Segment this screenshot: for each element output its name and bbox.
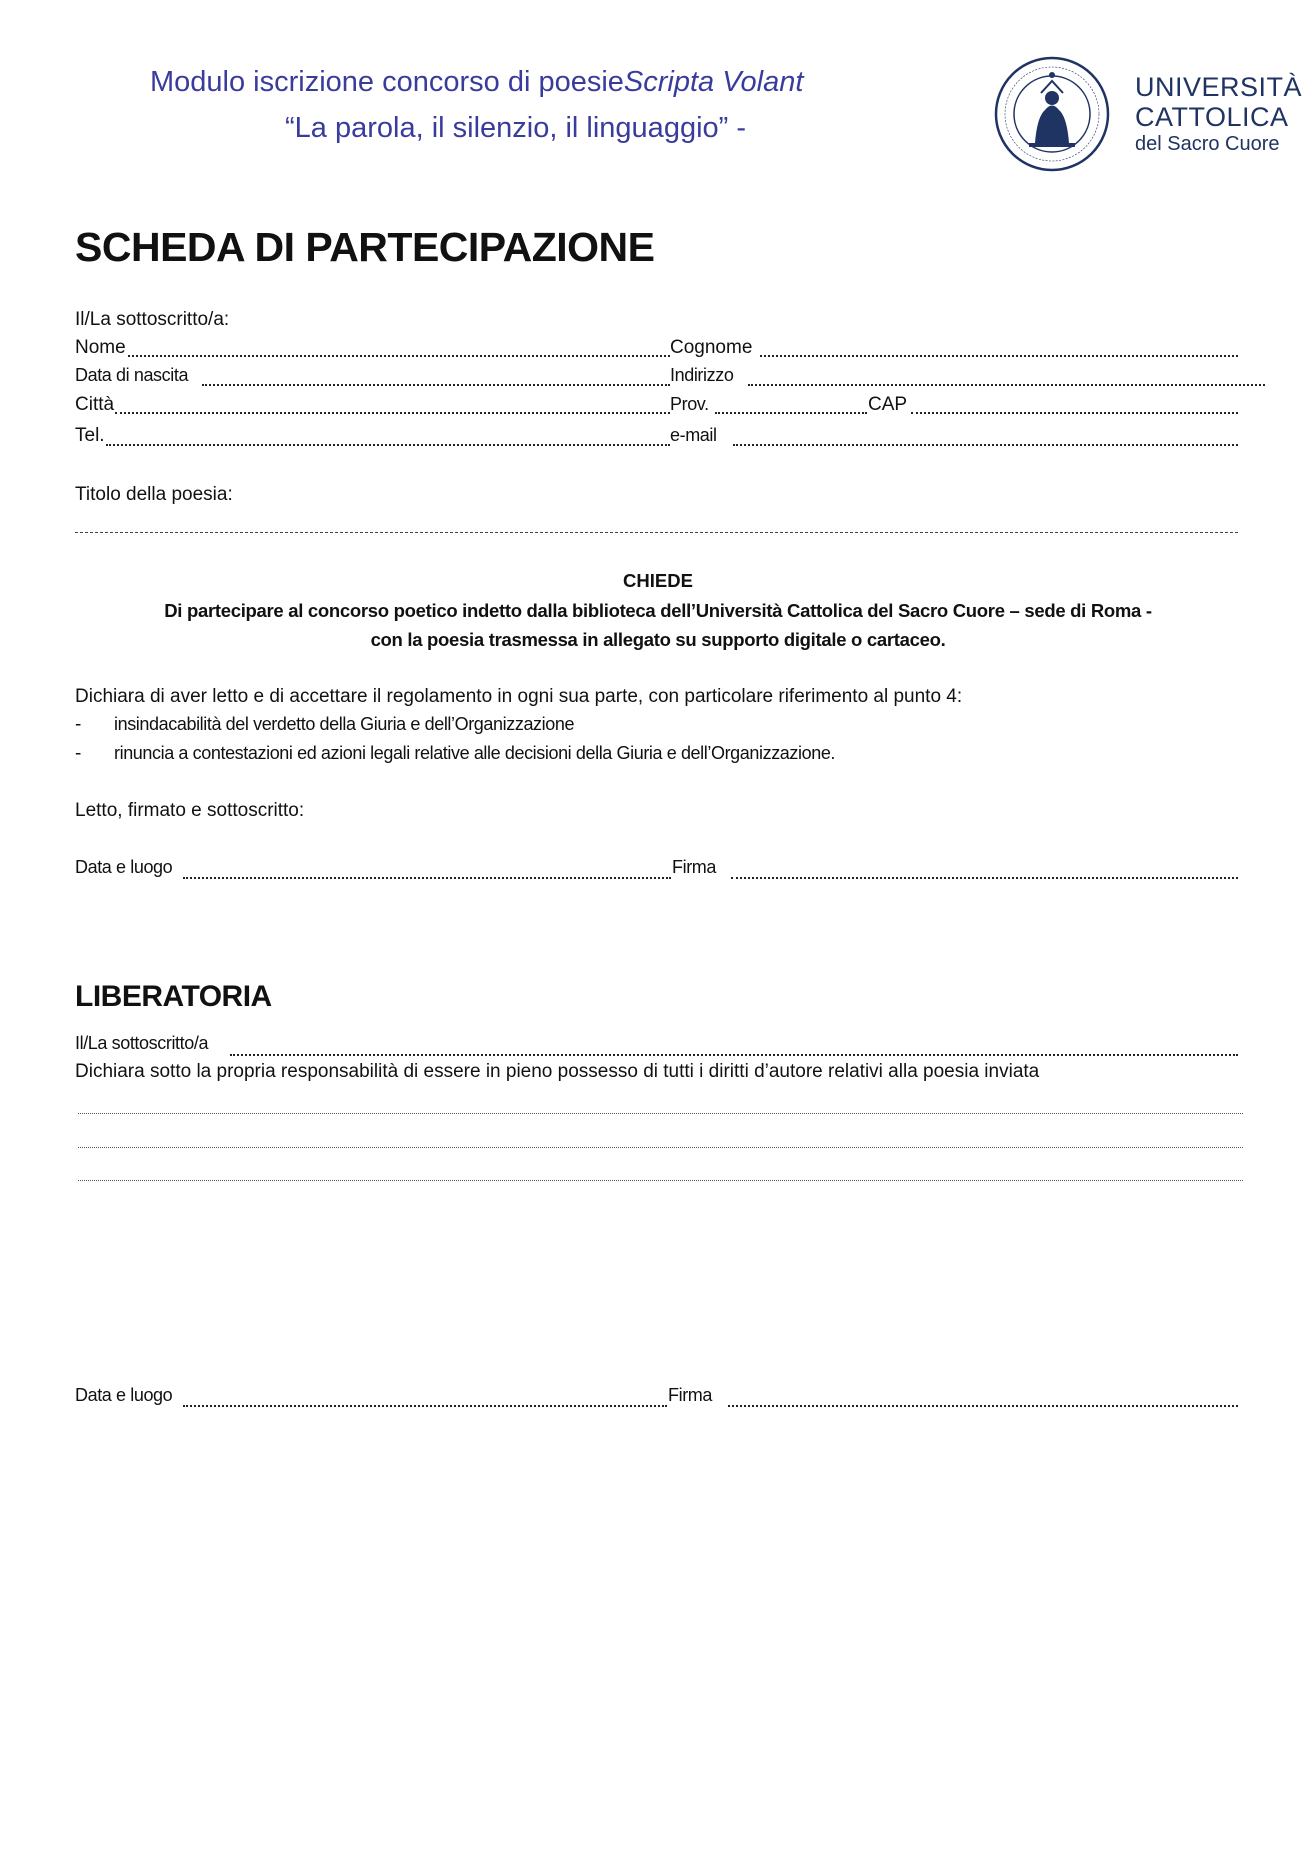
cap-field[interactable] (911, 412, 1238, 414)
signature-field[interactable] (731, 877, 1238, 879)
header-title-prefix: Modulo iscrizione concorso di poesie (150, 66, 624, 98)
label-indirizzo: Indirizzo (670, 365, 734, 385)
release-name-field[interactable] (230, 1054, 1238, 1056)
signed-text: Letto, firmato e sottoscritto: (75, 800, 305, 821)
university-seal-logo (985, 55, 1120, 173)
email-field[interactable] (733, 444, 1238, 446)
header-subtitle: “La parola, il silenzio, il linguaggio” - (285, 112, 747, 144)
date-place-field[interactable] (183, 877, 671, 879)
nome-field[interactable] (128, 355, 670, 357)
form-intro: Il/La sottoscritto/a: (75, 309, 230, 330)
label-cognome: Cognome (670, 337, 753, 358)
release-signature-field[interactable] (728, 1405, 1238, 1407)
header-title (150, 66, 803, 99)
release-line-2[interactable] (78, 1147, 1243, 1148)
label-citta: Città (75, 394, 115, 415)
cognome-field[interactable] (760, 355, 1238, 357)
release-label-signature: Firma (668, 1385, 712, 1405)
tel-field[interactable] (106, 444, 670, 446)
label-signature: Firma (672, 857, 716, 877)
label-data-nascita: Data di nascita (75, 365, 189, 385)
declaration-text: Dichiara di aver letto e di accettare il regolamento in ogni sua parte, con particolare riferimento al punto 4: (75, 686, 963, 707)
university-name-line2: CATTOLICA (1135, 102, 1289, 132)
release-intro: Il/La sottoscritto/a (75, 1033, 209, 1053)
poem-title-label: Titolo della poesia: (75, 484, 233, 505)
release-line-3[interactable] (78, 1180, 1243, 1181)
poem-title-field[interactable] (75, 532, 1238, 533)
university-name (1135, 74, 1302, 154)
request-line1: Di partecipare al concorso poetico indetto dalla biblioteca dell’Università Cattolica del Sacro Cuore – sede di Roma - (164, 600, 1152, 621)
header-title-italic: Scripta Volant (623, 66, 804, 98)
bullet-marker-2: - (75, 743, 82, 764)
university-name-line3: del Sacro Cuore (1135, 133, 1280, 155)
form-title: SCHEDA DI PARTECIPAZIONE (75, 224, 655, 270)
prov-field[interactable] (715, 412, 867, 414)
bullet-item-2: rinuncia a contestazioni ed azioni legali relative alle decisioni della Giuria e dell’Organizzazione. (114, 743, 836, 763)
release-declaration: Dichiara sotto la propria responsabilità di essere in pieno possesso di tutti i diritti d’autore relativi alla poesia inviata (75, 1061, 1040, 1082)
release-line-1[interactable] (78, 1113, 1243, 1114)
bullet-marker-1: - (75, 714, 82, 735)
bullet-item-1: insindacabilità del verdetto della Giuria e dell’Organizzazione (114, 714, 575, 734)
citta-field[interactable] (115, 412, 670, 414)
label-date-place: Data e luogo (75, 857, 173, 877)
data-nascita-field[interactable] (202, 384, 670, 386)
indirizzo-field[interactable] (748, 384, 1265, 386)
label-tel: Tel. (75, 425, 105, 446)
release-label-date-place: Data e luogo (75, 1385, 173, 1405)
label-prov: Prov. (670, 394, 709, 414)
release-date-place-field[interactable] (183, 1405, 667, 1407)
label-cap: CAP (868, 394, 908, 415)
label-nome: Nome (75, 337, 126, 358)
label-email: e-mail (670, 425, 717, 445)
request-line2: con la poesia trasmessa in allegato su supporto digitale o cartaceo. (370, 629, 946, 650)
university-name-line1: UNIVERSITÀ (1135, 72, 1303, 102)
release-title: LIBERATORIA (75, 980, 272, 1013)
request-heading: CHIEDE (623, 570, 693, 591)
